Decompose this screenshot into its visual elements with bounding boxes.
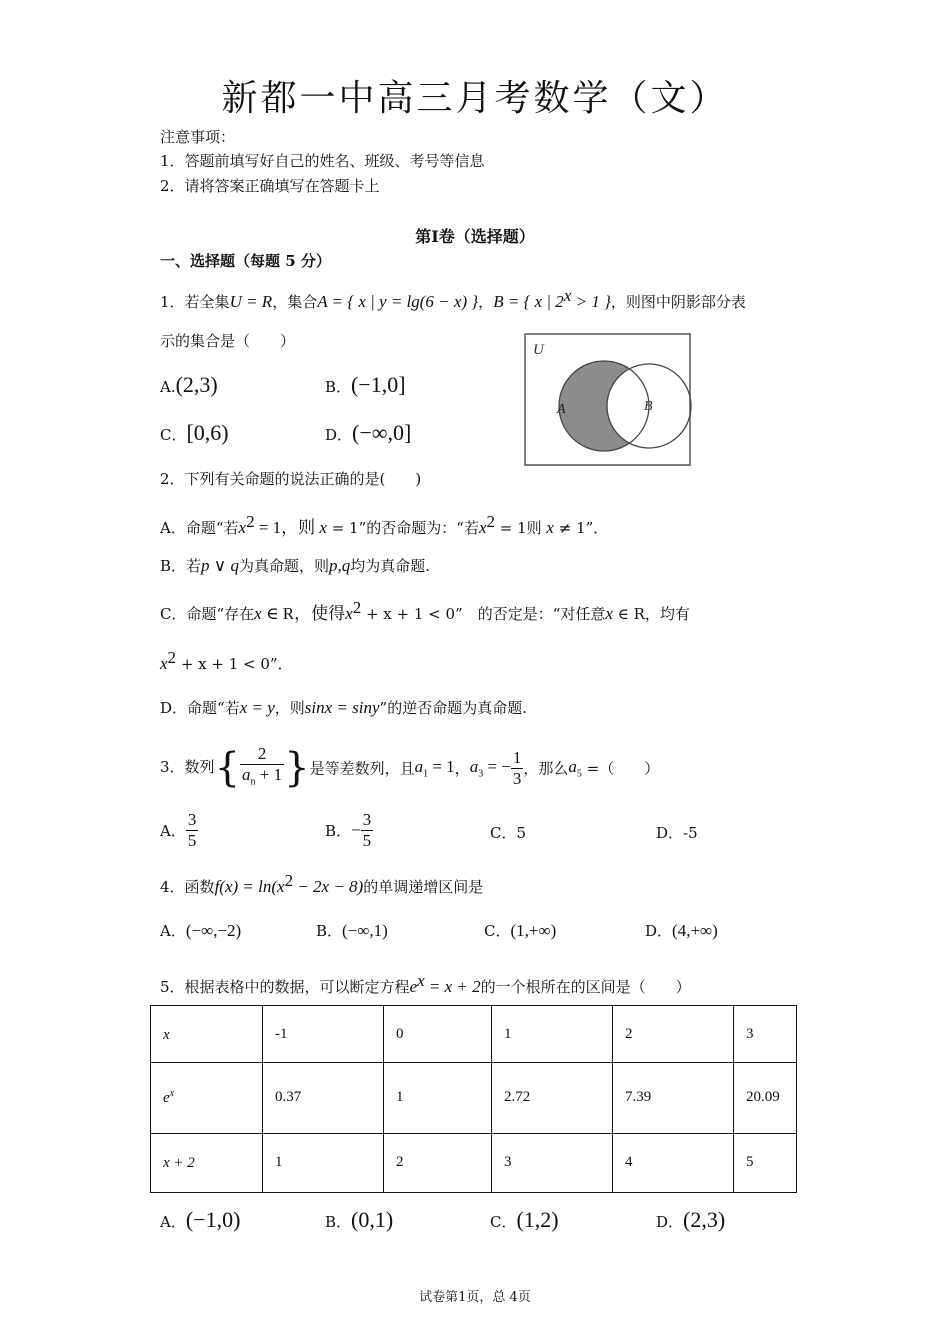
table-row: $e^x$ 0.37 1 2.72 7.39 20.09 (151, 1063, 797, 1133)
q2-option-d: D．命题“若x = y，则sinx = siny”的逆否命题为真命题. (160, 698, 527, 717)
q2-stem: 2．下列有关命题的说法正确的是( ) (160, 470, 422, 488)
q1-set-b-exp: x (563, 286, 572, 305)
venn-diagram (524, 333, 692, 467)
part-title: 一、选择题（每题 5 分） (160, 252, 331, 270)
q1-set-b: B = { x | 2 (493, 292, 564, 311)
q3-option-a: A． $\frac{3}{5}$ (160, 810, 197, 850)
notice-label: 注意事项： (160, 128, 236, 146)
venn-label-b: B (644, 399, 653, 414)
row-head: $e^x$ (151, 1063, 263, 1133)
q5-option-a: A．(−1,0) (160, 1207, 241, 1232)
q5-option-b: B．(0,1) (325, 1207, 394, 1232)
notice-item-2: 2．请将答案正确填写在答题卡上 (160, 177, 380, 195)
q4-option-c: C．(1,+∞) (484, 921, 557, 940)
q1-option-a: A.(2,3) (160, 372, 218, 397)
venn-label-u: U (533, 342, 544, 358)
venn-label-a: A (557, 402, 566, 417)
q1-stem-c: ，则图中阴影部分表 (610, 293, 746, 311)
volume-title: 第Ⅰ卷（选择题） (415, 227, 535, 246)
q1-number: 1． (160, 293, 185, 311)
table-row: x -1 0 1 2 3 (151, 1006, 797, 1063)
q1-option-b: B．(−1,0] (325, 372, 406, 397)
table-row: x + 2 1 2 3 4 5 (151, 1133, 797, 1192)
q4-option-b: B．(−∞,1) (316, 921, 388, 940)
q3-option-b: B．− $\frac{3}{5}$ (325, 810, 372, 850)
q1-stem-d: 示的集合是（ ） (160, 332, 296, 350)
q3-sequence-fraction: $\frac{2}{a_n + 1}$ (242, 744, 283, 788)
row-head: x (151, 1006, 263, 1063)
q4-option-a: A．(−∞,−2) (160, 921, 242, 940)
q5-stem: 5．根据表格中的数据，可以断定方程$e^x = x + 2$的一个根所在的区间是（ ） (160, 971, 691, 996)
values-table (150, 1005, 797, 1193)
q1-stem-b: ，集合 (272, 293, 318, 311)
q1-stem-a: 若全集 (184, 293, 230, 311)
q2-option-a: A．命题“若$x^2 = 1$，则 x = 1”的否命题为：“若$x^2 = 1$则 x ≠ 1”． (160, 512, 609, 537)
q3-option-c: C．5 (490, 824, 527, 842)
q2-option-b: B．若p ∨ q为真命题，则p,q均为真命题. (160, 556, 431, 575)
page-title: 新都一中高三月考数学（文） (221, 78, 729, 119)
q1-set-b-end: > 1 } (571, 292, 611, 311)
q1-option-c: C．[0,6) (160, 420, 229, 445)
q1-option-d: D．(−∞,0] (325, 420, 412, 445)
q1-sep: ， (478, 293, 494, 311)
page-footer: 试卷第1页，总 4页 (419, 1290, 531, 1305)
q4-stem: 4．函数$f(x) = \ln(x^2 - 2x - 8)$的单调递增区间是 (160, 871, 484, 896)
q3-option-d: D．-5 (656, 824, 698, 842)
q1-set-a: A = { x | y = lg(6 − x) } (317, 292, 479, 311)
q2-option-c: C．命题“存在x ∈ R，使得$x^2 + x + 1 < 0$” 的否定是：“对任意x ∈ R，均有 (160, 598, 690, 623)
q4-option-d: D．(4,+∞) (645, 921, 718, 940)
row-head: x + 2 (151, 1133, 263, 1192)
notice-item-1: 1．答题前填写好自己的姓名、班级、考号等信息 (160, 152, 485, 170)
q5-option-c: C．(1,2) (490, 1207, 559, 1232)
q5-option-d: D．(2,3) (656, 1207, 726, 1232)
q1-set-u: U = R (229, 292, 273, 311)
q3-stem: 3．数列{ $\frac{2}{a_n + 1}$ }是等差数列，且$a_1 = 1$，$a_3$ = − $\frac{1}{3}$ ，那么$a_5$ =（ ） (160, 744, 660, 792)
q1-stem (160, 286, 746, 312)
q2-option-c-cont: $x^2 + x + 1 < 0$”． (160, 648, 293, 673)
